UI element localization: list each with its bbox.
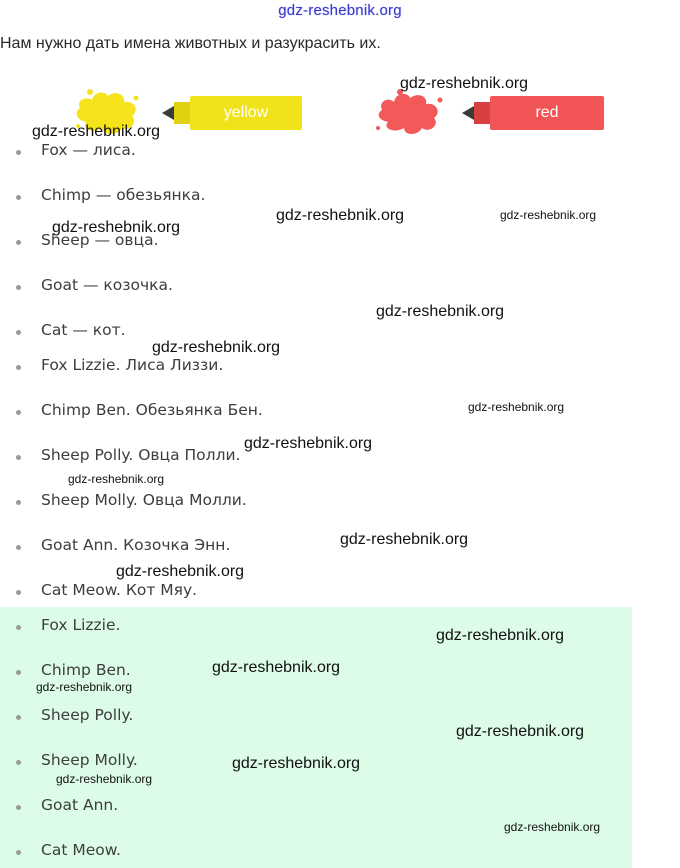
list-item-text: Goat Ann. Козочка Энн.	[41, 536, 231, 554]
bullet	[16, 625, 21, 630]
watermark: gdz-reshebnik.org	[32, 123, 161, 140]
bullet	[16, 330, 21, 335]
bullet	[16, 850, 21, 855]
red-marker-label: red	[535, 104, 559, 121]
list-item-text: Cat Meow. Кот Мяу.	[41, 581, 198, 599]
bullet	[16, 590, 21, 595]
bullet	[16, 760, 21, 765]
watermark: gdz-reshebnik.org	[456, 723, 585, 740]
intro-text: Нам нужно дать имена животных и разукрасить их.	[0, 35, 381, 52]
list-item-text: Chimp Ben.	[41, 661, 131, 679]
bullet	[16, 455, 21, 460]
watermark: gdz-reshebnik.org	[232, 755, 361, 772]
bullet	[16, 285, 21, 290]
red-marker	[374, 86, 606, 136]
watermark: gdz-reshebnik.org	[212, 659, 341, 676]
watermark: gdz-reshebnik.org	[152, 339, 281, 356]
watermark: gdz-reshebnik.org	[276, 207, 405, 224]
list-item-text: Cat — кот.	[41, 321, 126, 339]
watermark: gdz-reshebnik.org	[468, 400, 565, 414]
watermark: gdz-reshebnik.org	[436, 627, 565, 644]
site-link[interactable]: gdz-reshebnik.org	[278, 2, 402, 19]
watermark: gdz-reshebnik.org	[56, 772, 153, 786]
bullet	[16, 500, 21, 505]
watermark: gdz-reshebnik.org	[500, 208, 597, 222]
yellow-marker-label: yellow	[223, 104, 269, 121]
watermark: gdz-reshebnik.org	[244, 435, 373, 452]
yellow-marker-tip-icon	[162, 98, 192, 128]
list-item-text: Chimp Ben. Обезьянка Бен.	[41, 401, 263, 419]
red-splash-icon	[374, 86, 454, 136]
bullet	[16, 715, 21, 720]
bullet	[16, 150, 21, 155]
list-item-text: Fox — лиса.	[41, 141, 136, 159]
red-marker-body	[490, 96, 604, 130]
list-item-text: Fox Lizzie. Лиса Лиззи.	[41, 356, 224, 374]
bullet	[16, 195, 21, 200]
list-item-text: Sheep Molly. Овца Молли.	[41, 491, 247, 509]
watermark: gdz-reshebnik.org	[504, 820, 601, 834]
bullet	[16, 410, 21, 415]
list-item-text: Chimp — обезьянка.	[41, 186, 206, 204]
watermark: gdz-reshebnik.org	[116, 563, 245, 580]
list-item-text: Fox Lizzie.	[41, 616, 121, 634]
list-item-text: Cat Meow.	[41, 841, 121, 859]
bullet	[16, 240, 21, 245]
bullet	[16, 670, 21, 675]
list-item-text: Sheep Molly.	[41, 751, 138, 769]
list-item-text: Sheep — овца.	[41, 231, 159, 249]
watermark: gdz-reshebnik.org	[36, 680, 133, 694]
watermark: gdz-reshebnik.org	[376, 303, 505, 320]
watermark: gdz-reshebnik.org	[400, 75, 529, 92]
list-item-text: Sheep Polly. Овца Полли.	[41, 446, 241, 464]
red-marker-tip-icon	[462, 98, 492, 128]
list-item-text: Sheep Polly.	[41, 706, 134, 724]
watermark: gdz-reshebnik.org	[68, 472, 165, 486]
bullet	[16, 545, 21, 550]
yellow-marker-body	[190, 96, 302, 130]
watermark: gdz-reshebnik.org	[340, 531, 469, 548]
list-item-text: Goat — козочка.	[41, 276, 173, 294]
watermark: gdz-reshebnik.org	[52, 219, 181, 236]
list-item-text: Goat Ann.	[41, 796, 119, 814]
bullet	[16, 805, 21, 810]
bullet	[16, 365, 21, 370]
